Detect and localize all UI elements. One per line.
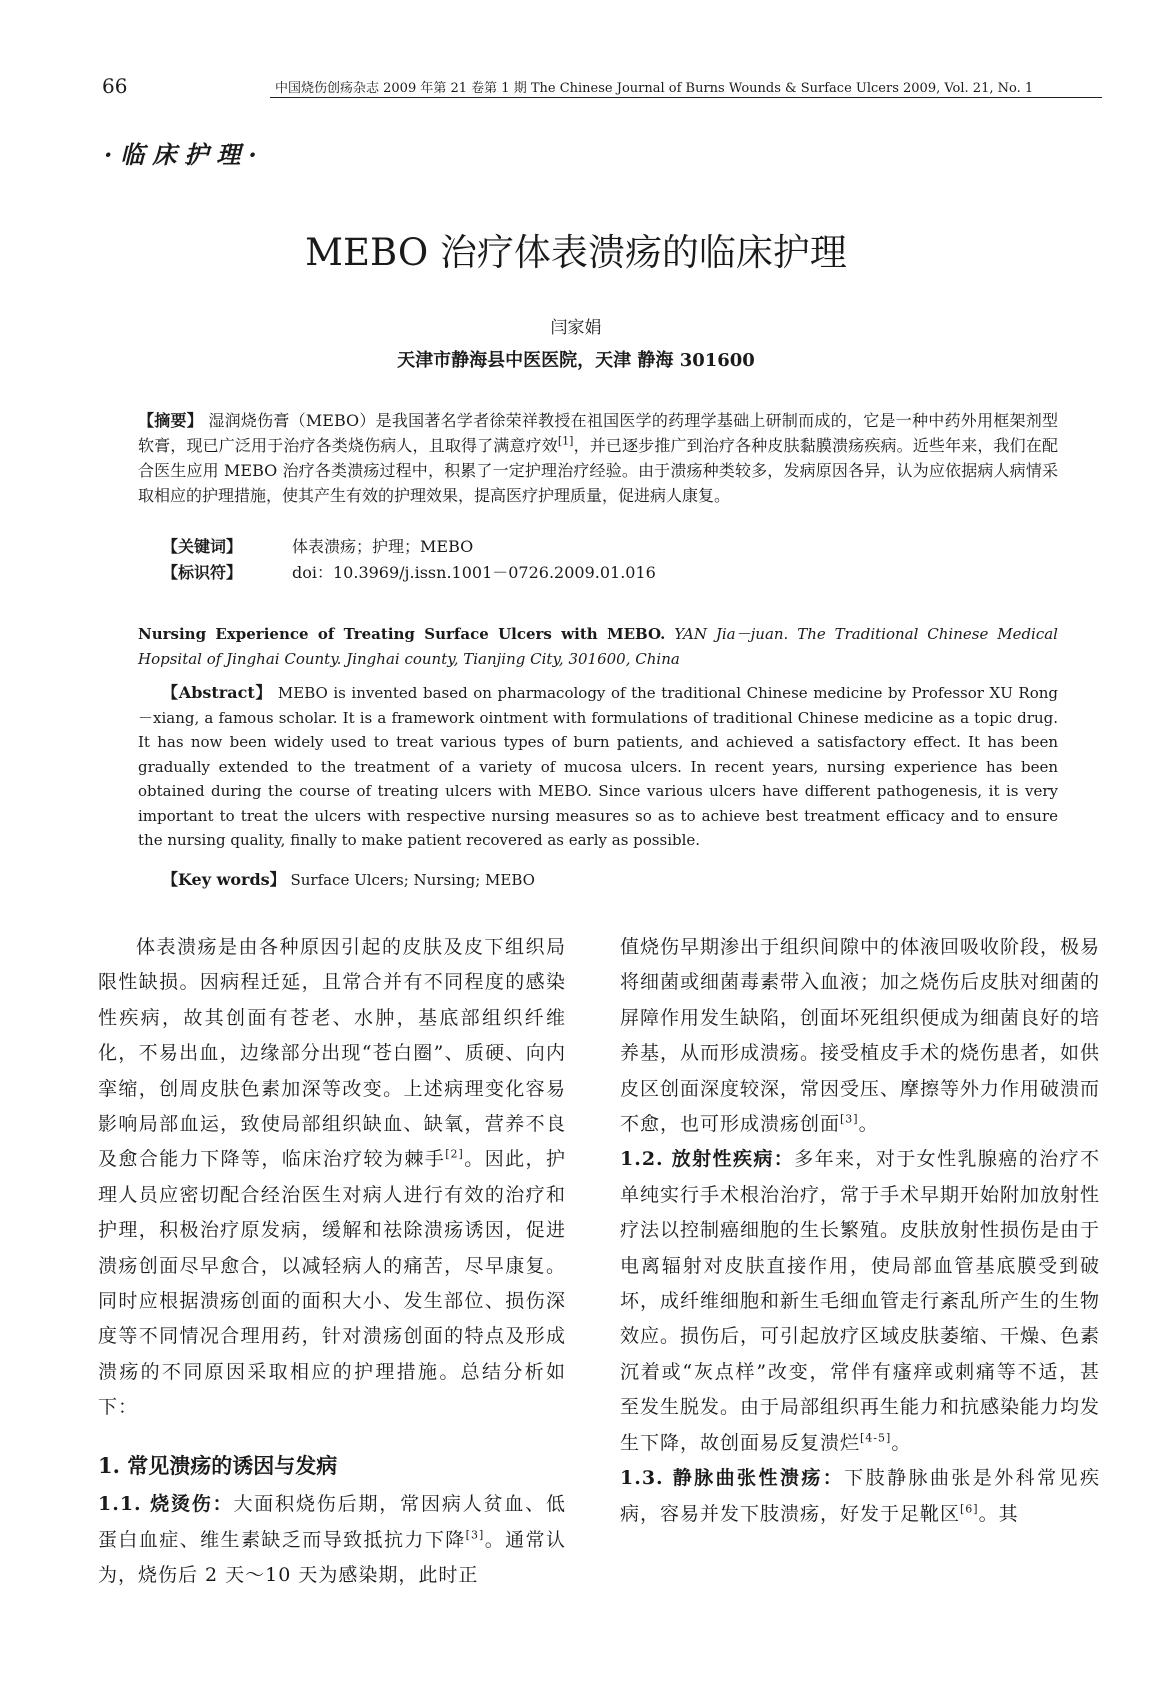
intro-text: 体表溃疡是由各种原因引起的皮肤及皮下组织局限性缺损。因病程迁延，且常合并有不同程度的感染性疾病，故其创面有苍老、水肿，基底部组织纤维化，不易出血，边缘部分出现“苍白圈”、质硬、向内挛缩，创周皮肤色素加深等改变。上述病理变化容易影响局部血运，致使局部组织缺血、缺氧，营养不良及愈合能力下降等，临床治疗较为棘手 [98, 936, 566, 1171]
subsection-label: 1.3. 静脉曲张性溃疡： [620, 1467, 845, 1490]
intro-text-2: 。因此，护理人员应密切配合经治医生对病人进行有效的治疗和护理，积极治疗原发病，缓解和祛除溃疡诱因，促进溃疡创面尽早愈合，以减轻病人的痛苦，尽早康复。同时应根据溃疡创面的面积大小、发生部位、损伤深度等不同情况合理用药，针对溃疡创面的特点及形成溃疡的不同原因采取相应的护理措施。总结分析如下： [98, 1148, 566, 1419]
doi-value: doi：10.3969/j.issn.1001－0726.2009.01.016 [292, 563, 656, 582]
page-number: 66 [102, 74, 128, 98]
subsection-label: 1.1. 烧烫伤： [98, 1493, 234, 1516]
cn-abstract-text-2: ，并已逐步推广到治疗各种皮肤黏膜溃疡疾病。近些年来，我们在配合医生应用 MEBO 治疗各类溃疡过程中，积累了一定护理治疗经验。由于溃疡种类较多，发病原因各异，认为应依据病人病情采取相应的护理措施，使其产生有效的护理效果，提高医疗护理质量，促进病人康复。 [138, 436, 1058, 505]
subsection-1-2 [620, 1142, 1100, 1461]
citation: [3] [840, 1112, 859, 1126]
en-abstract-text: MEBO is invented based on pharmacology of the traditional Chinese medicine by Professor XU Rong－xiang, a famous scholar. It is a framework ointment with formulations of traditional Chinese medicine as a topic drug. It has now been widely used to treat various types of burn patients, and achieved a satisfactory effect. It has been gradually extended to the treatment of a variety of mucosa ulcers. In recent years, nursing experience has been obtained during the course of treating ulcers with MEBO. Since various ulcers have different pathogenesis, it is very important to treat the ulcers with respective nursing measures so as to achieve best treatment efficacy and to ensure the nursing quality, finally to make patient recovered as early as possible. [138, 684, 1058, 849]
cn-keywords-label: 【关键词】 [162, 537, 243, 556]
cn-identifier-label: 【标识符】 [162, 563, 243, 582]
cn-identifier [162, 560, 1042, 583]
cn-keywords-value: 体表溃疡；护理；MEBO [292, 537, 474, 556]
subsection-text-2: 。通常认为，烧伤后 2 天～10 天为感染期，此时正 [98, 1528, 566, 1586]
subsection-text: 大面积烧伤后期，常因病人贫血、低蛋白血症、维生素缺乏而导致抵抗力下降 [98, 1493, 566, 1551]
header-rule [270, 97, 1102, 98]
affiliation: 天津市静海县中医医院，天津 静海 301600 [397, 350, 755, 371]
section-heading: 1. 常见溃疡的诱因与发病 [98, 1452, 338, 1478]
cn-keywords [162, 534, 1042, 557]
body-column-right [620, 930, 1100, 1532]
section-label: ·临床护理· [104, 140, 265, 169]
subsection-1-1 [98, 1487, 566, 1593]
subsection-label: 1.2. 放射性疾病： [620, 1148, 795, 1171]
citation: [3] [465, 1528, 485, 1542]
cn-abstract [138, 408, 1058, 508]
cn-abstract-text: 湿润烧伤膏（MEBO）是我国著名学者徐荣祥教授在祖国医学的药理学基础上研制而成的，它是一种中药外用框架剂型软膏，现已广泛用于治疗各类烧伤病人，且取得了满意疗效 [138, 411, 1058, 455]
en-abstract-label: 【Abstract】 [162, 683, 273, 702]
subsection-text: 多年来，对于女性乳腺癌的治疗不单纯实行手术根治治疗，常于手术早期开始附加放射性疗法以控制癌细胞的生长繁殖。皮肤放射性损伤是由于电离辐射对皮肤直接作用，使局部血管基底膜受到破坏，成纤维细胞和新生毛细血管走行紊乱所产生的生物效应。损伤后，可引起放疗区域皮肤萎缩、干燥、色素沉着或“灰点样”改变，常伴有瘙痒或刺痛等不适，甚至发生脱发。由于局部组织再生能力和抗感染能力均发生下降，故创面易反复溃烂 [620, 1148, 1101, 1454]
intro-paragraph [98, 930, 566, 1426]
article-title: MEBO 治疗体表溃疡的临床护理 [305, 231, 847, 274]
en-keywords [138, 868, 1082, 893]
citation: [1] [557, 434, 574, 448]
body-column-left [98, 930, 566, 1593]
subsection-text: 下肢静脉曲张是外科常见疾病，容易并发下肢溃疡，好发于足靴区 [620, 1467, 1100, 1525]
en-title-bold: Nursing Experience of Treating Surface Ulcers with MEBO. [138, 625, 666, 643]
subsection-1-3 [620, 1461, 1100, 1532]
subsection-text-2: 。其 [978, 1502, 1019, 1525]
en-title-italic: YAN Jia－juan. The Traditional Chinese Medical Hopsital of Jinghai County. Jinghai county, Tianjing City, 301600, China [138, 625, 1058, 668]
continued-end: 。 [858, 1113, 879, 1136]
journal-header: 中国烧伤创疡杂志 2009 年第 21 卷第 1 期 The Chinese Journal of Burns Wounds & Surface Ulcers 2009, Vol. 21, No. 1 [275, 81, 1034, 96]
citation: [6] [960, 1502, 979, 1516]
citation: [2] [445, 1148, 464, 1162]
continued-text: 值烧伤早期渗出于组织间隙中的体液回吸收阶段，极易将细菌或细菌毒素带入血液；加之烧伤后皮肤对细菌的屏障作用发生缺陷，创面坏死组织便成为细菌良好的培养基，从而形成溃疡。接受植皮手术的烧伤患者，如供皮区创面深度较深，常因受压、摩擦等外力作用破溃而不愈，也可形成溃疡创面 [620, 936, 1101, 1136]
en-keywords-label: 【Key words】 [162, 870, 286, 889]
subsection-end: 。 [891, 1431, 912, 1454]
citation: [4-5] [860, 1431, 892, 1445]
cn-abstract-label: 【摘要】 [138, 411, 204, 430]
en-abstract [138, 681, 1058, 853]
en-title [138, 622, 1058, 671]
en-keywords-value: Surface Ulcers; Nursing; MEBO [290, 871, 535, 889]
author: 闫家娟 [550, 318, 602, 338]
continued-paragraph [620, 930, 1100, 1142]
